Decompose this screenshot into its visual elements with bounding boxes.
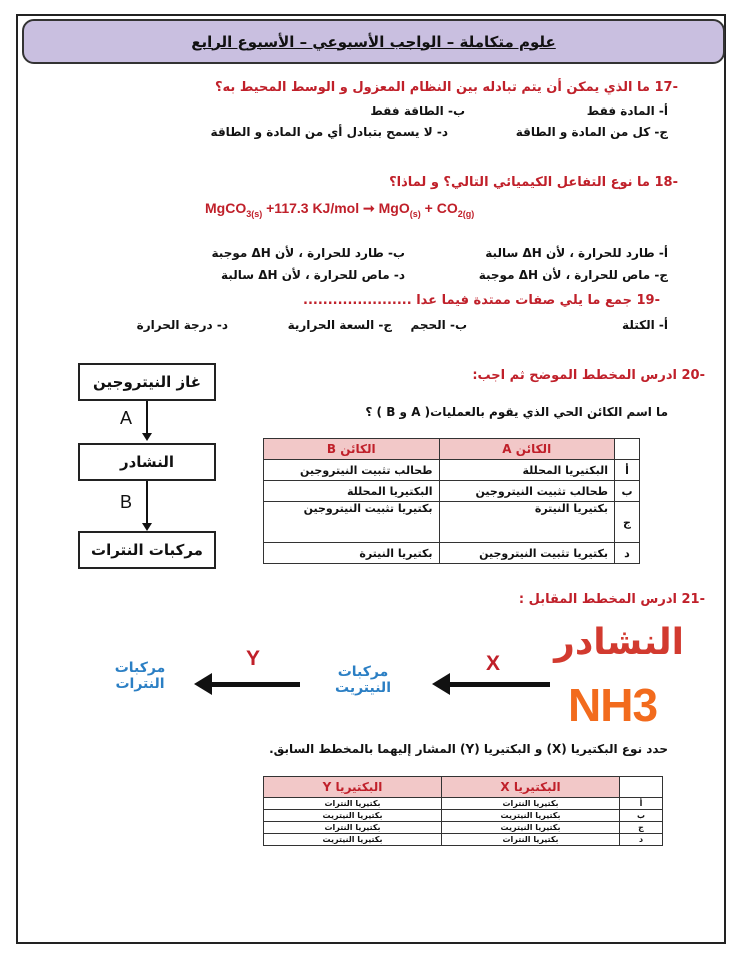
- q18-question: -18 ما نوع التفاعل الكيميائي التالي؟ و لماذا؟: [389, 175, 678, 190]
- diagram-label-b: B: [120, 492, 133, 512]
- label-y: Y: [246, 647, 261, 670]
- cell-b: البكتيريا المحللة: [264, 481, 440, 502]
- table-header-row: [264, 439, 640, 460]
- q17-option-d: د- لا يسمح بتبادل أي من المادة و الطاقة: [210, 125, 448, 139]
- q21-question: -21 ادرس المخطط المقابل :: [518, 592, 705, 607]
- q20-answer-table: [263, 438, 640, 564]
- nitrite-line-2: النيتريت: [335, 680, 391, 696]
- row-key: د: [615, 543, 640, 564]
- q19-option-d: د- درجة الحرارة: [136, 318, 228, 332]
- q21-subquestion: حدد نوع البكتيريا (X) و البكتيريا (Y) المشار إليهما بالمخطط السابق.: [269, 742, 668, 756]
- diagram-arrow-a-head: [142, 433, 152, 441]
- page-title: علوم متكاملة – الواجب الأسبوعي – الأسبوع الرابع: [191, 32, 556, 51]
- diagram-arrow-b-line: [146, 481, 148, 523]
- table-corner: [615, 439, 640, 460]
- cell-y: بكتيريا النترات: [264, 798, 442, 810]
- page-header: [22, 19, 725, 64]
- col-bacteria-y: البكتيريا Y: [264, 777, 442, 798]
- row-key: د: [620, 834, 663, 846]
- col-bacteria-x: البكتيريا X: [442, 777, 620, 798]
- diagram-nitrates: مركبات النترات: [78, 531, 216, 569]
- row-key: ج: [615, 502, 640, 543]
- cell-y: بكتيريا النيتريت: [264, 810, 442, 822]
- q19-question: -19 جمع ما يلي صفات ممتدة فيما عدا ......................: [303, 293, 660, 308]
- q19-option-c: ج- السعة الحرارية: [287, 318, 392, 332]
- nitrate-line-1: مركبات: [114, 660, 166, 676]
- cell-a: بكتيريا تثبيت النيتروجين: [439, 543, 615, 564]
- row-key: أ: [615, 460, 640, 481]
- q18-option-a: أ- طارد للحرارة ، لأن ΔH سالبة: [485, 246, 668, 260]
- row-key: ج: [620, 822, 663, 834]
- cell-y: بكتيريا النيتريت: [264, 834, 442, 846]
- arrow-x-head: [432, 673, 450, 695]
- table-row: [264, 822, 663, 834]
- q19-option-b: ب- الحجم: [410, 318, 467, 332]
- table-header-row: [264, 777, 663, 798]
- table-row: [264, 460, 640, 481]
- cell-b: بكتيريا تثبيت النيتروجين: [264, 502, 440, 543]
- q18-option-c: ج- ماص للحرارة ، لأن ΔH موجبة: [478, 268, 668, 282]
- cell-y: بكتيريا النترات: [264, 822, 442, 834]
- row-key: أ: [620, 798, 663, 810]
- table-row: [264, 543, 640, 564]
- arrow-x-line: [448, 682, 550, 687]
- q18-option-b: ب- طارد للحرارة ، لأن ΔH موجبة: [211, 246, 405, 260]
- row-key: ب: [620, 810, 663, 822]
- q17-question: -17 ما الذي يمكن أن يتم تبادله بين النظام المعزول و الوسط المحيط به؟: [215, 80, 678, 95]
- table-row: [264, 798, 663, 810]
- chemical-equation: MgCO$_{3(s)}$ +117.3 KJ/mol ➞ $MgO_{(s)} + CO_{2(g)}$: [205, 200, 475, 219]
- row-key: ب: [615, 481, 640, 502]
- diagram-label-a: A: [120, 408, 133, 428]
- ammonia-formula: NH3: [568, 679, 658, 731]
- cell-x: بكتيريا النيتريت: [442, 810, 620, 822]
- table-row: [264, 481, 640, 502]
- cell-a: طحالب تثبيت النيتروجين: [439, 481, 615, 502]
- col-organism-a: الكائن A: [439, 439, 615, 460]
- nitrite-line-1: مركبات: [337, 664, 389, 680]
- cell-x: بكتيريا النترات: [442, 798, 620, 810]
- q17-option-c: ج- كل من المادة و الطاقة: [515, 125, 668, 139]
- table-row: [264, 834, 663, 846]
- cell-b: بكتيريا النيترة: [264, 543, 440, 564]
- q20-question: -20 ادرس المخطط الموضح ثم اجب:: [472, 368, 705, 383]
- arrow-y-line: [210, 682, 300, 687]
- q19-option-a: أ- الكتلة: [622, 318, 668, 332]
- diagram-nitrogen-gas: غاز النيتروجين: [78, 363, 216, 401]
- diagram-ammonia: النشادر: [78, 443, 216, 481]
- arrow-y-head: [194, 673, 212, 695]
- q18-option-d: د- ماص للحرارة ، لأن ΔH سالبة: [221, 268, 405, 282]
- q20-subquestion: ما اسم الكائن الحي الذي يقوم بالعمليات( A و B ) ؟: [365, 405, 668, 419]
- col-organism-b: الكائن B: [264, 439, 440, 460]
- nitrate-compounds: [100, 660, 180, 692]
- ammonia-word: النشادر: [554, 622, 684, 663]
- table-row: [264, 810, 663, 822]
- diagram-arrow-a-line: [146, 401, 148, 433]
- cell-a: بكتيريا النيترة: [439, 502, 615, 543]
- table-row: [264, 502, 640, 543]
- nitrate-line-2: النترات: [115, 676, 165, 692]
- cell-a: البكتيريا المحللة: [439, 460, 615, 481]
- cell-b: طحالب تثبيت النيتروجين: [264, 460, 440, 481]
- q17-option-a: أ- المادة فقط: [586, 104, 668, 118]
- cell-x: بكتيريا النترات: [442, 834, 620, 846]
- label-x: X: [486, 652, 501, 675]
- diagram-arrow-b-head: [142, 523, 152, 531]
- cell-x: بكتيريا النيتريت: [442, 822, 620, 834]
- nitrite-compounds: [320, 664, 406, 696]
- q17-option-b: ب- الطاقة فقط: [370, 104, 465, 118]
- q21-answer-table: [263, 776, 663, 846]
- table-corner: [620, 777, 663, 798]
